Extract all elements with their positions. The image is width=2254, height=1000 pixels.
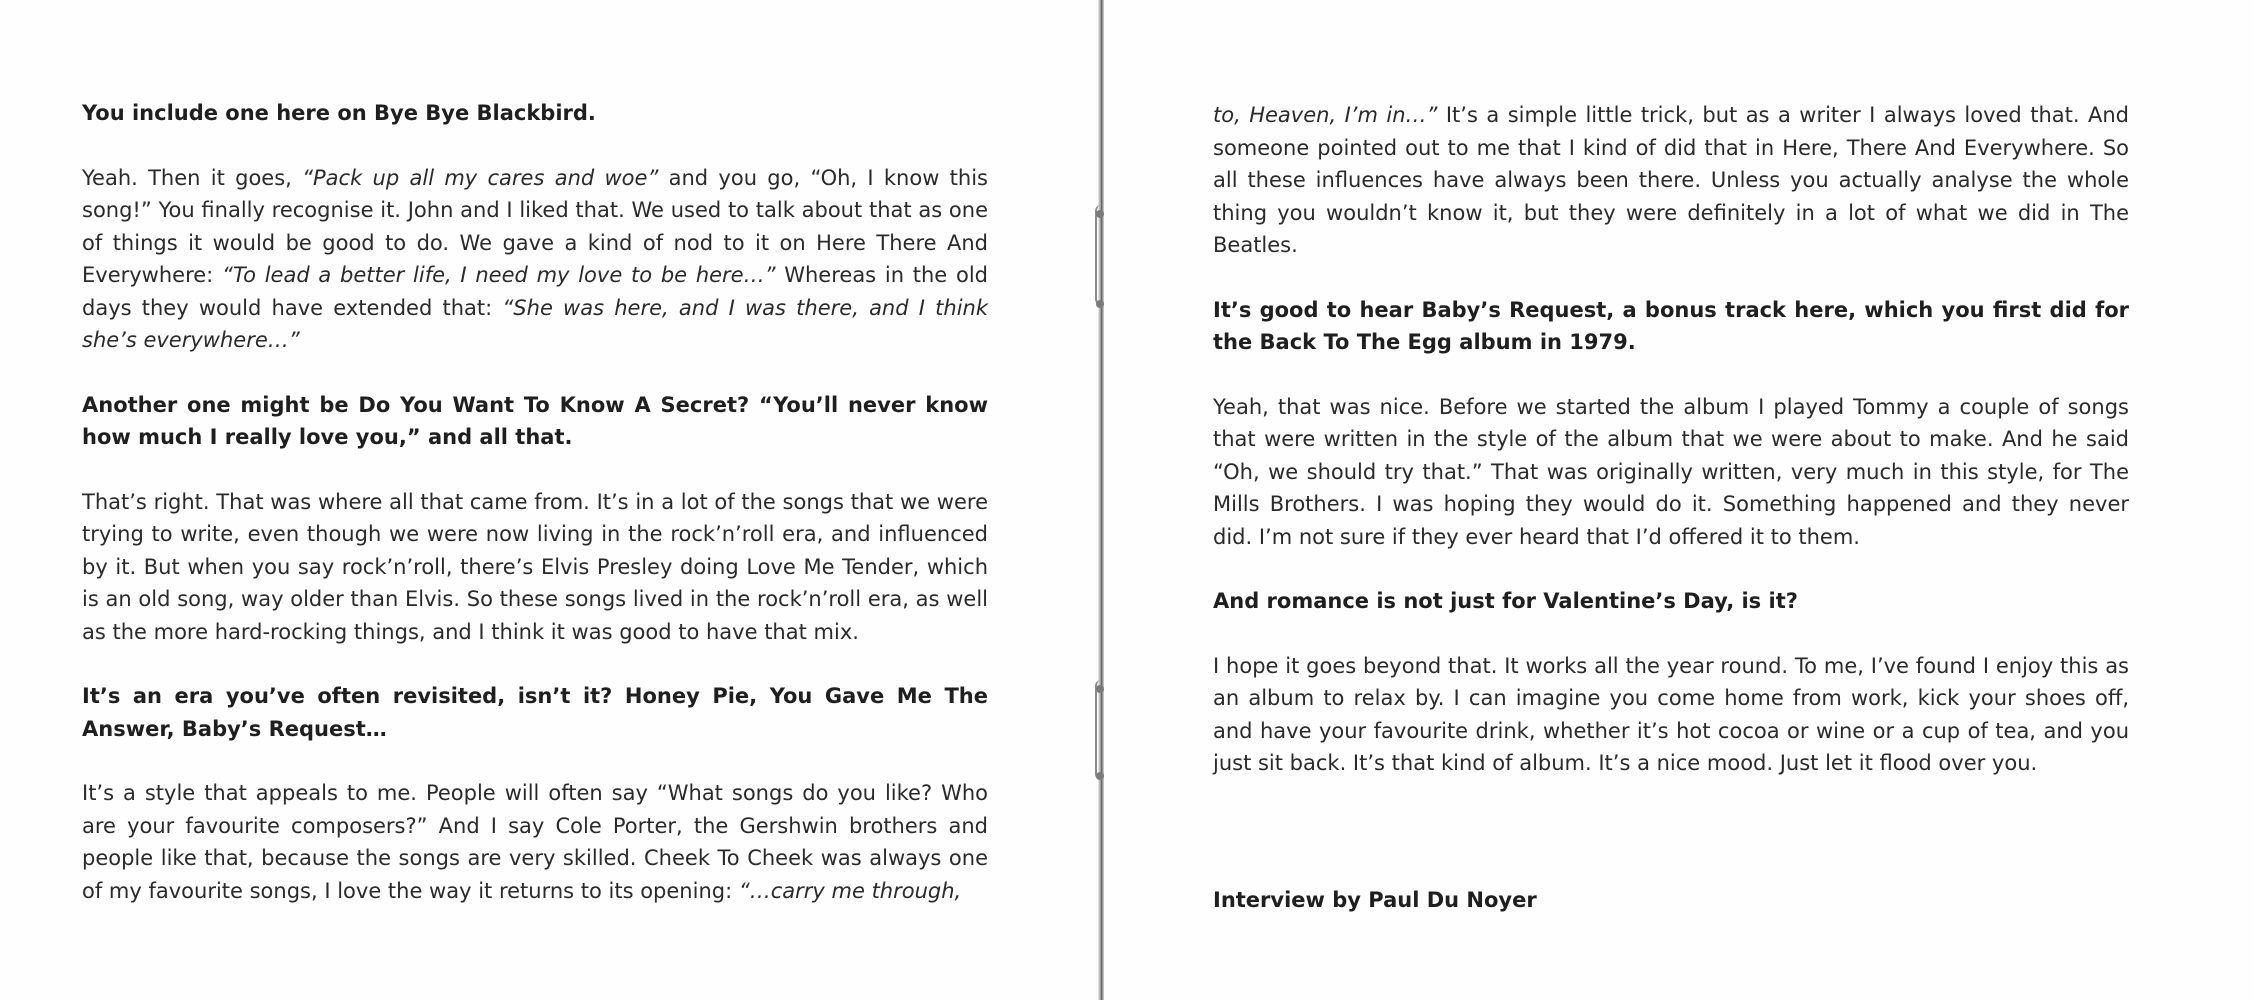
- interview-question: You include one here on Bye Bye Blackbird.: [82, 101, 596, 125]
- lyric-quote: “Pack up all my cares and woe”: [302, 165, 659, 190]
- staple-hole: [1096, 210, 1104, 218]
- interview-answer: Yeah, that was nice. Before we started the album I played Tommy a couple of songs that were written in the style of the album that we were about to make. And he said “Oh, we should try that.” That was originally written, very much in this style, for The Mills Brothers. I was hoping they would do it. Something happened and they never did. I’m not sure if they ever heard that I’d offered it to them.: [1213, 394, 2129, 549]
- staple-hole: [1096, 685, 1104, 693]
- interview-question: It’s good to hear Baby’s Request, a bonus track here, which you first did for the Back To The Egg album in 1979.: [1213, 297, 2129, 354]
- interview-answer-continued: [1213, 99, 2129, 262]
- lyric-quote: to, Heaven, I’m in…”: [1213, 103, 1438, 127]
- answer-text: Whereas in the old days they would have extended that:: [82, 263, 988, 320]
- answer-text: Yeah. Then it goes,: [82, 165, 303, 190]
- interview-answer: That’s right. That was where all that came from. It’s in a lot of the songs that we were trying to write, even though we were now living in the rock’n’roll era, and influenced by it. But when you say rock’n’roll, there’s Elvis Presley doing Love Me Tender, which is an old song, way older than Elvis. So these songs lived in the rock’n’roll era, as well as the more hard-rocking things, and I think it was good to have that mix.: [82, 489, 988, 644]
- interview-credit: Interview by Paul Du Noyer: [1213, 888, 1537, 912]
- answer-text: It’s a style that appeals to me. People will often say “What songs do you like? Who are your favourite composers?” And I say Cole Porter, the Gershwin brothers and people like that, because the songs are very skilled. Cheek To Cheek was always one of my favourite songs, I love the way it returns to its opening:: [82, 781, 988, 903]
- answer-text: and you go, “Oh, I know this song!” You finally recognise it. John and I liked that. We used to talk about that as one of things it would be good to do. We gave a kind of nod to it on Here There And Everywhere:: [82, 165, 988, 287]
- staple-hole: [1096, 300, 1104, 308]
- interview-question: Another one might be Do You Want To Know A Secret? “You’ll never know how much I really love you,” and all that.: [82, 392, 988, 449]
- left-text-column: [82, 97, 988, 939]
- interview-answer: [82, 162, 988, 357]
- staple-hole: [1096, 772, 1104, 780]
- interview-answer: I hope it goes beyond that. It works all the year round. To me, I’ve found I enjoy this as an album to relax by. I can imagine you come home from work, kick your shoes off, and have your favourite drink, whether it’s hot cocoa or wine or a cup of tea, and you just sit back. It’s that kind of album. It’s a nice mood. Just let it flood over you.: [1213, 653, 2129, 775]
- interview-question: And romance is not just for Valentine’s Day, is it?: [1213, 589, 1798, 613]
- lyric-quote: “To lead a better life, I need my love to be here…”: [222, 263, 776, 287]
- interview-answer: [82, 777, 988, 907]
- lyric-quote: “She was here, and I was there, and I think she’s everywhere…”: [82, 295, 989, 352]
- interview-question: It’s an era you’ve often revisited, isn’t it? Honey Pie, You Gave Me The Answer, Baby’s Request…: [82, 684, 988, 741]
- lyric-quote: “…carry me through,: [738, 878, 962, 903]
- answer-text: It’s a simple little trick, but as a writer I always loved that. And someone pointed out to me that I kind of did that in Here, There And Everywhere. So all these influences have always been there. Unless you actually analyse the whole thing you wouldn’t know it, but they were definitely in a lot of what we did in The Beatles.: [1213, 103, 2130, 257]
- right-text-column: [1213, 99, 2129, 812]
